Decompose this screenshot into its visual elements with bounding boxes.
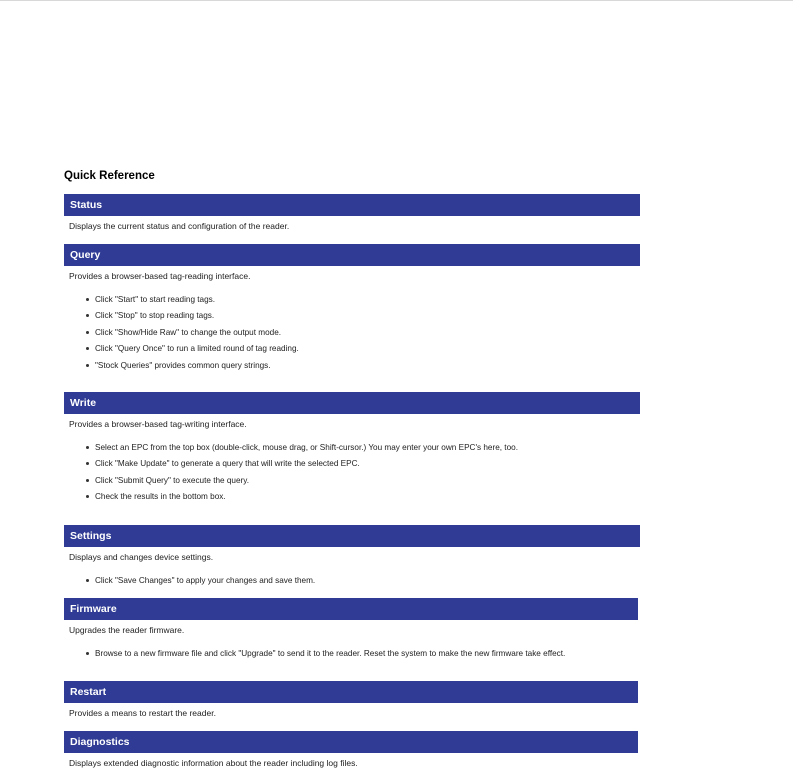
list-item: Click "Submit Query" to execute the query.: [95, 476, 640, 492]
top-border: [0, 0, 793, 1]
section-header-write: Write: [64, 392, 640, 414]
section-header-diagnostics: Diagnostics: [64, 731, 638, 753]
query-bullet-list: [64, 295, 640, 377]
section-header-query: Query: [64, 244, 640, 266]
settings-bullet-list: [64, 576, 640, 592]
list-item: Click "Show/Hide Raw" to change the output mode.: [95, 328, 640, 344]
write-bullet-list: [64, 443, 640, 509]
section-description-firmware: Upgrades the reader firmware.: [69, 625, 185, 635]
section-header-firmware: Firmware: [64, 598, 638, 620]
section-header-status: Status: [64, 194, 640, 216]
list-item: Click "Save Changes" to apply your changes and save them.: [95, 576, 640, 592]
list-item: Select an EPC from the top box (double-click, mouse drag, or Shift-cursor.) You may enter your own EPC's here, too.: [95, 443, 640, 459]
page-title: Quick Reference: [64, 170, 155, 182]
section-header-restart: Restart: [64, 681, 638, 703]
list-item: Click "Start" to start reading tags.: [95, 295, 640, 311]
section-description-diagnostics: Displays extended diagnostic information about the reader including log files.: [69, 758, 358, 768]
list-item: "Stock Queries" provides common query strings.: [95, 361, 640, 377]
section-description-query: Provides a browser-based tag-reading interface.: [69, 271, 251, 281]
firmware-bullet-list: [64, 649, 638, 665]
list-item: Click "Make Update" to generate a query that will write the selected EPC.: [95, 459, 640, 475]
section-description-restart: Provides a means to restart the reader.: [69, 708, 216, 718]
section-status: [64, 194, 640, 231]
list-item: Click "Stop" to stop reading tags.: [95, 311, 640, 327]
section-firmware: [64, 598, 638, 665]
section-description-settings: Displays and changes device settings.: [69, 552, 214, 562]
section-query: [64, 244, 640, 377]
list-item: Check the results in the bottom box.: [95, 492, 640, 508]
section-description-status: Displays the current status and configuration of the reader.: [69, 221, 290, 231]
section-settings: [64, 525, 640, 592]
list-item: Browse to a new firmware file and click "Upgrade" to send it to the reader. Reset the system to make the new firmware take effect.: [95, 649, 638, 665]
section-description-write: Provides a browser-based tag-writing interface.: [69, 419, 247, 429]
list-item: Click "Query Once" to run a limited round of tag reading.: [95, 344, 640, 360]
section-diagnostics: [64, 731, 638, 768]
section-header-settings: Settings: [64, 525, 640, 547]
section-write: [64, 392, 640, 509]
section-restart: [64, 681, 638, 718]
